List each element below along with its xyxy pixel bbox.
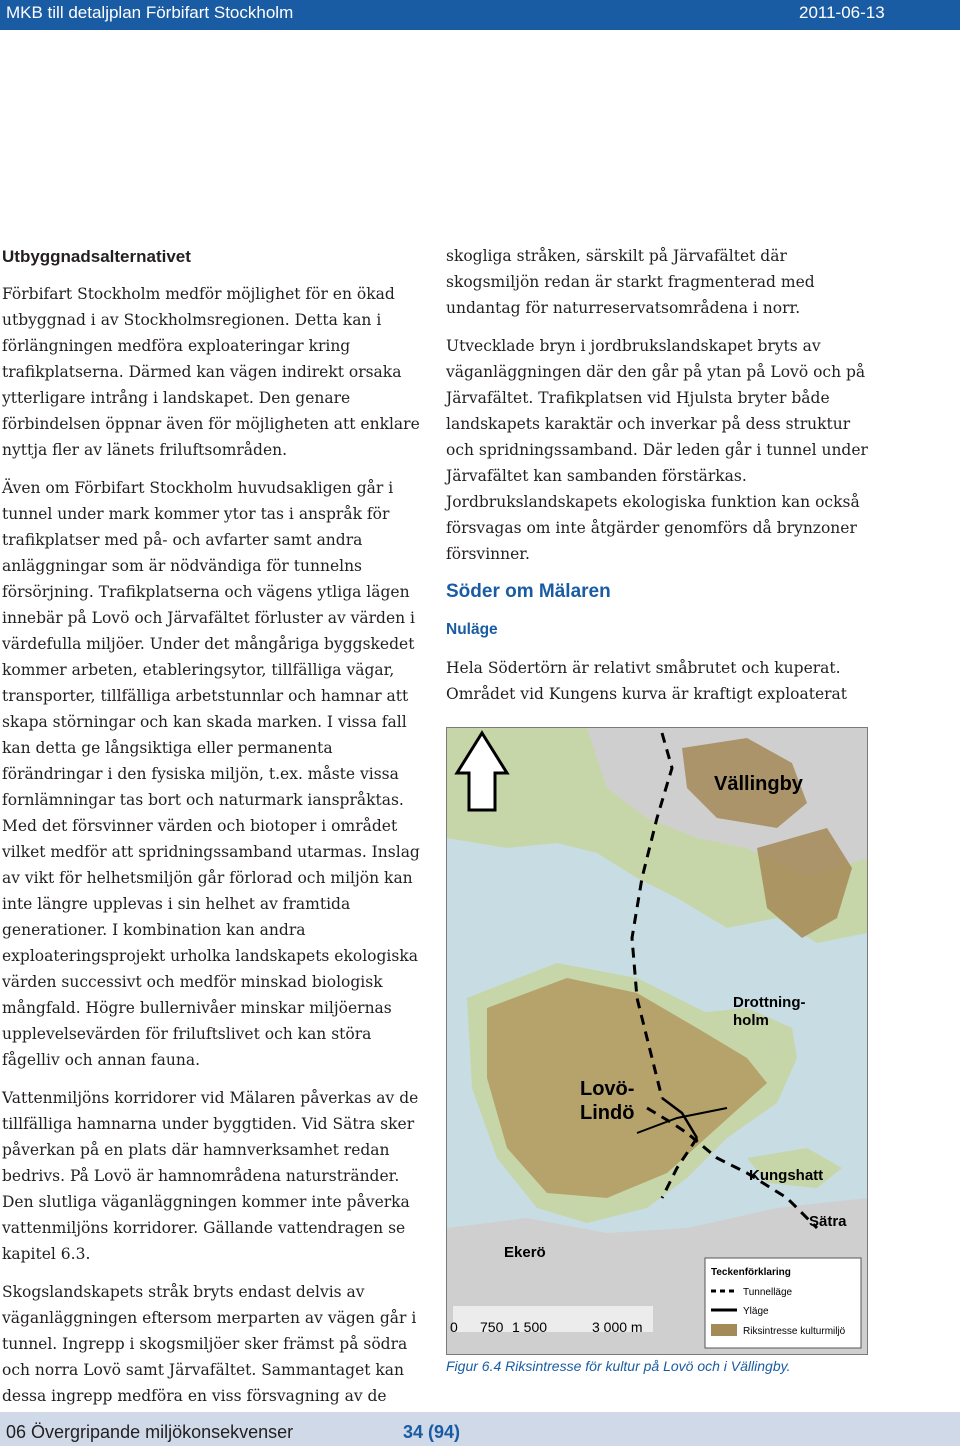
paragraph: Hela Södertörn är relativt småbrutet och kuperat. Området vid Kungens kurva är kraftigt exploaterat — [446, 659, 848, 703]
page-number: 34 (94) — [403, 1422, 461, 1442]
map-figure — [446, 727, 868, 1355]
legend-culture-symbol — [711, 1324, 737, 1336]
paragraph: Skogslandskapets stråk bryts endast delvis av väganläggningen eftersom merparten av vägen går i tunnel. Ingrepp i skogsmiljöer sker främst på södra och norra Lovö samt Järvafältet. Sammantaget kan dessa ingrepp medföra en viss försvagning av de — [2, 1283, 417, 1405]
svg-text:0: 0 — [450, 1319, 458, 1335]
map-label-lovo-2: Lindö — [580, 1102, 635, 1124]
legend-surface: Yläge — [743, 1306, 769, 1317]
footer-section: 06 Övergripande miljökonsekvenser — [6, 1422, 294, 1442]
map-legend — [705, 1258, 861, 1348]
right-column — [446, 243, 876, 719]
map-label-drottningholm: Drottning- — [733, 994, 806, 1011]
page-header — [0, 0, 960, 30]
document-date: 2011-06-13 — [799, 3, 885, 22]
figure-caption: Figur 6.4 Riksintresse för kultur på Lovö och i Vällingby. — [446, 1358, 791, 1374]
legend-tunnel: Tunnelläge — [743, 1287, 793, 1298]
map-label-ekero: Ekerö — [504, 1244, 546, 1261]
legend-culture: Riksintresse kulturmiljö — [743, 1326, 846, 1337]
map-label-kungshatt: Kungshatt — [749, 1167, 824, 1184]
document-title: MKB till detaljplan Förbifart Stockholm — [6, 3, 294, 22]
paragraph: skogliga stråken, särskilt på Järvafältet där skogsmiljön redan är starkt fragmenterad med undantag för naturreservatsområdena i norr. — [446, 247, 815, 317]
svg-text:1 500: 1 500 — [512, 1319, 548, 1335]
left-column — [2, 245, 427, 1421]
paragraph: Vattenmiljöns korridorer vid Mälaren påverkas av de tillfälliga hamnarna under byggtiden. Vid Sätra sker påverkan på en plats där hamnverksamhet redan bedrivs. På Lovö är hamnområdena naturstränder. Den slutliga väganläggningen kommer inte påverka vattenmiljöns korridorer. Gällande vattendragen se kapitel 6.3. — [2, 1089, 419, 1263]
paragraph: Förbifart Stockholm medför möjlighet för en ökad utbyggnad i av Stockholmsregionen. Detta kan i förlängningen medföra exploateringar kring trafikplatserna. Därmed kan vägen indirekt orsaka ytterligare intrång i landskapet. Den genare förbindelsen öppnar även för möjligheten att enklare nyttja fler av länets friluftsområden. — [2, 285, 420, 459]
svg-text:750: 750 — [480, 1319, 504, 1335]
map-svg — [447, 728, 867, 1354]
paragraph: Även om Förbifart Stockholm huvudsakligen går i tunnel under mark kommer ytor tas i anspråk för trafikplatser med på- och avfarter samt andra anläggningar som är nödvändiga för tunnelns försörjning. Trafikplatserna och vägens ytliga lägen innebär på Lovö och Järvafältet förluster av värden i värdefulla miljöer. Under det mångåriga byggskedet kommer arbeten, etableringsytor, tillfälliga vägar, transporter, tillfälliga arbetstunnlar och hamnar att skapa störningar och kan skada marken. I vissa fall kan detta ge långsiktiga eller permanenta förändringar i den fysiska miljön, t.ex. måste vissa fornlämningar tas bort och naturmark ianspråktas. Med det försvinner värden och biotoper i området vilket medför att spridningssamband utarmas. Inslag av vikt för helhetsmiljön går förlorad och miljön kan inte längre upplevas i sin helhet av framtida generationer. I kombination kan andra exploateringsprojekt urholka landskapets ekologiska värden successivt och medför minskad biologisk mångfald. Högre bullernivåer minskar miljöernas upplevelsevärden för friluftslivet och kan störa fågelliv och annan fauna. — [2, 479, 420, 1069]
section-heading-soder: Söder om Mälaren — [446, 581, 611, 602]
section-heading-utbyggnad: Utbyggnadsalternativet — [2, 247, 191, 266]
map-label-satra: Sätra — [809, 1213, 847, 1230]
map-label-vallingby: Vällingby — [714, 773, 803, 795]
paragraph: Utvecklade bryn i jordbrukslandskapet bryts av väganläggningen där den går på ytan på Lovö och på Järvafältet. Trafikplatsen vid Hjulsta bryter både landskapets karaktär och inverkar på dess struktur och spridningssamband. Där leden går i tunnel under Järvafältet kan sambanden förstärkas. Jordbrukslandskapets ekologiska funktion kan också försvagas om inte åtgärder genomförs då brynzoner försvinner. — [446, 337, 868, 563]
map-label-lovo: Lovö- — [580, 1078, 635, 1100]
svg-text:3 000 m: 3 000 m — [592, 1319, 643, 1335]
legend-title: Teckenförklaring — [711, 1267, 791, 1278]
scale-bar — [450, 1306, 653, 1335]
map-label-drottningholm-2: holm — [733, 1012, 769, 1029]
subheading-nulage: Nuläge — [446, 621, 498, 638]
page-footer — [0, 1412, 960, 1446]
